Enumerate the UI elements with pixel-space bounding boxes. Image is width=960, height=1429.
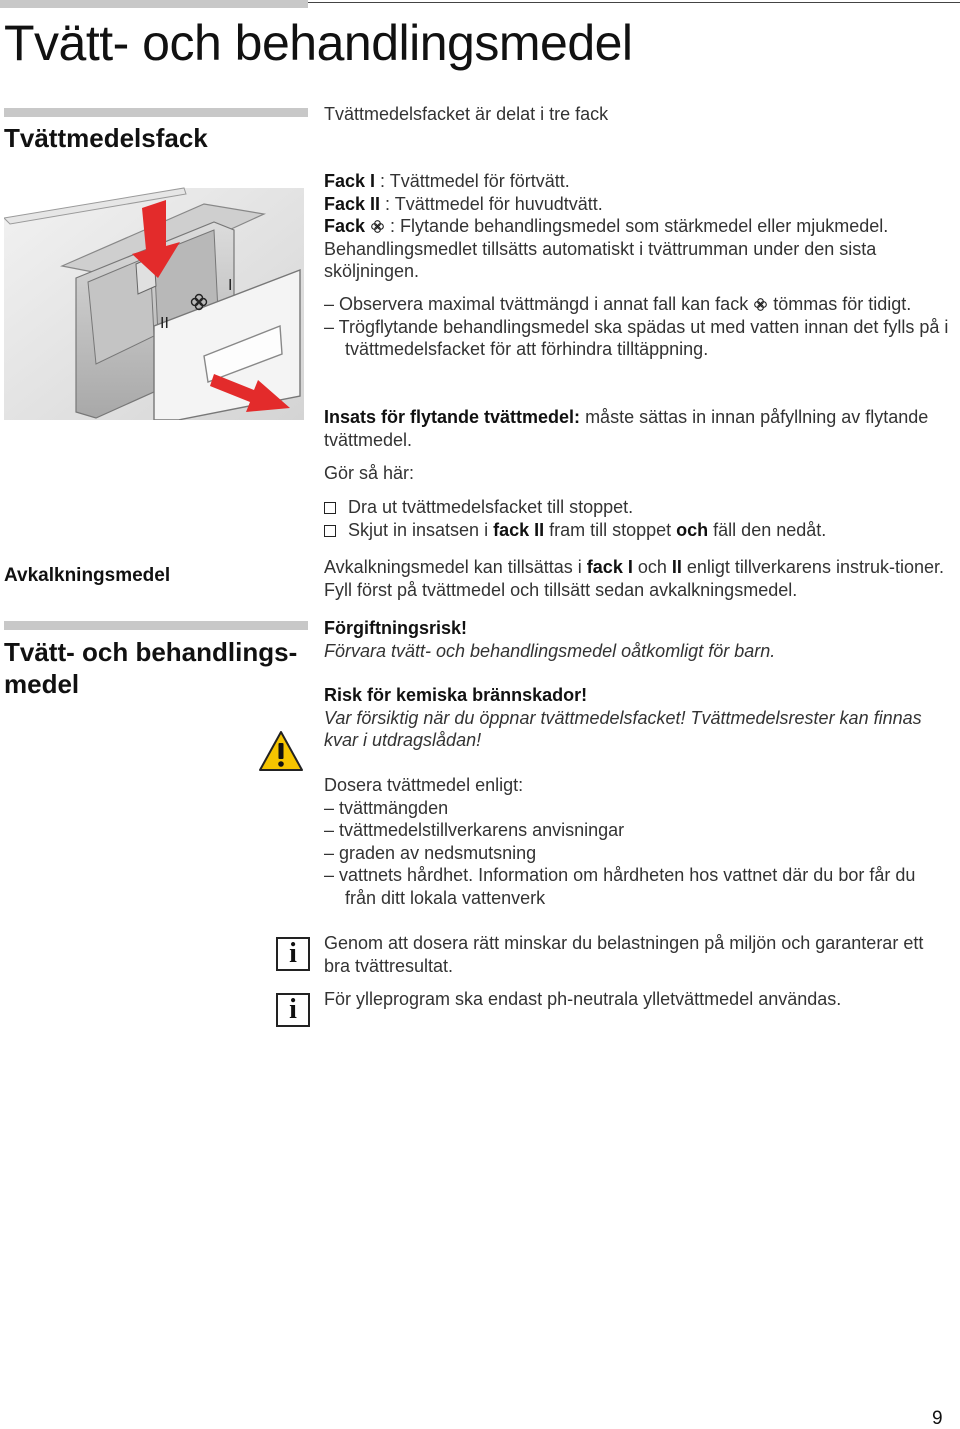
page-title: Tvätt- och behandlingsmedel bbox=[4, 15, 633, 71]
fack-list: Fack I : Tvättmedel för förtvätt. Fack II : Tvättmedel för huvudtvätt. Fack : Flytande behandlingsmedel som stärkmedel eller mjukmedel. Behandlingsmedlet tillsätts automatiskt i tvättrumman under den sista sköljningen. bbox=[324, 171, 889, 282]
info-text-1: Genom att dosera rätt minskar du belastningen på miljön och garanterar ett bra tvättresultat. bbox=[324, 933, 924, 976]
gor-sa-har: Gör så här: bbox=[324, 463, 415, 483]
section-title-fack: Tvättmedelsfack bbox=[4, 123, 208, 153]
info-icon: i bbox=[276, 937, 310, 971]
diagram-label-fack-2: II bbox=[160, 315, 169, 332]
warning-chemical: Risk för kemiska brännskador! Var försiktig när du öppnar tvättmedelsfacket! Tvättmedelsrester kan finnas kvar i utdragslådan! bbox=[324, 685, 922, 751]
section-bar-fack bbox=[4, 108, 308, 117]
list-item: – tvättmedelstillverkarens anvisningar bbox=[324, 820, 625, 841]
list-item: – tvättmängden bbox=[324, 797, 449, 818]
steps-list: Dra ut tvättmedelsfacket till stoppet. Skjut in insatsen i fack II fram till stoppet och fäll den nedåt. bbox=[324, 496, 950, 541]
list-item: – vattnets hårdhet. Information om hårdheten hos vattnet där du bor får du från ditt lokala vattenverk bbox=[324, 865, 916, 908]
checkbox-bullet-icon bbox=[324, 525, 336, 537]
diagram-label-fack-1: I bbox=[228, 277, 233, 294]
warning-poison: Förgiftningsrisk! Förvara tvätt- och behandlingsmedel oåtkomligt för barn. bbox=[324, 618, 776, 661]
flower-icon bbox=[370, 219, 385, 234]
checkbox-bullet-icon bbox=[324, 502, 336, 514]
list-item: – graden av nedsmutsning bbox=[324, 842, 537, 863]
info-icon: i bbox=[276, 993, 310, 1027]
detergent-drawer-illustration bbox=[4, 186, 304, 420]
dosage-section: Dosera tvättmedel enligt: – tvättmängden – tvättmedelstillverkarens anvisningar – graden av nedsmutsning – vattnets hårdhet. Information om hårdheten hos vattnet där du bor får du från ditt lokala vattenverk bbox=[324, 774, 950, 910]
page-number: 9 bbox=[932, 1408, 943, 1429]
info-text-2: För ylleprogram ska endast ph-neutrala ylletvättmedel användas. bbox=[324, 989, 842, 1009]
header-rule bbox=[308, 2, 960, 3]
section-title-behandling: Tvätt- och behandlings- medel bbox=[4, 637, 298, 699]
fack-notes: – Observera maximal tvättmängd i annat fall kan fack tömmas för tidigt. – Trögflytande behandlingsmedel ska spädas ut med vatten innan det fylls på i tvättmedelsfacket för att förhindra tilltäppning. bbox=[324, 294, 949, 360]
section-bar-behandling bbox=[4, 621, 308, 630]
section-title-avkalkning: Avkalkningsmedel bbox=[4, 565, 171, 586]
intro-text: Tvättmedelsfacket är delat i tre fack bbox=[324, 104, 609, 124]
flower-icon bbox=[753, 297, 768, 312]
avkalkning-text: Avkalkningsmedel kan tillsättas i fack I och II enligt tillverkarens instruk-tioner. Fyll först på tvättmedel och tillsätt sedan avkalkningsmedel. bbox=[324, 557, 944, 600]
header-bar bbox=[0, 0, 308, 8]
insats-text: Insats för flytande tvättmedel: måste sättas in innan påfyllning av flytande tvättmedel. bbox=[324, 407, 929, 450]
warning-icon bbox=[258, 730, 304, 772]
